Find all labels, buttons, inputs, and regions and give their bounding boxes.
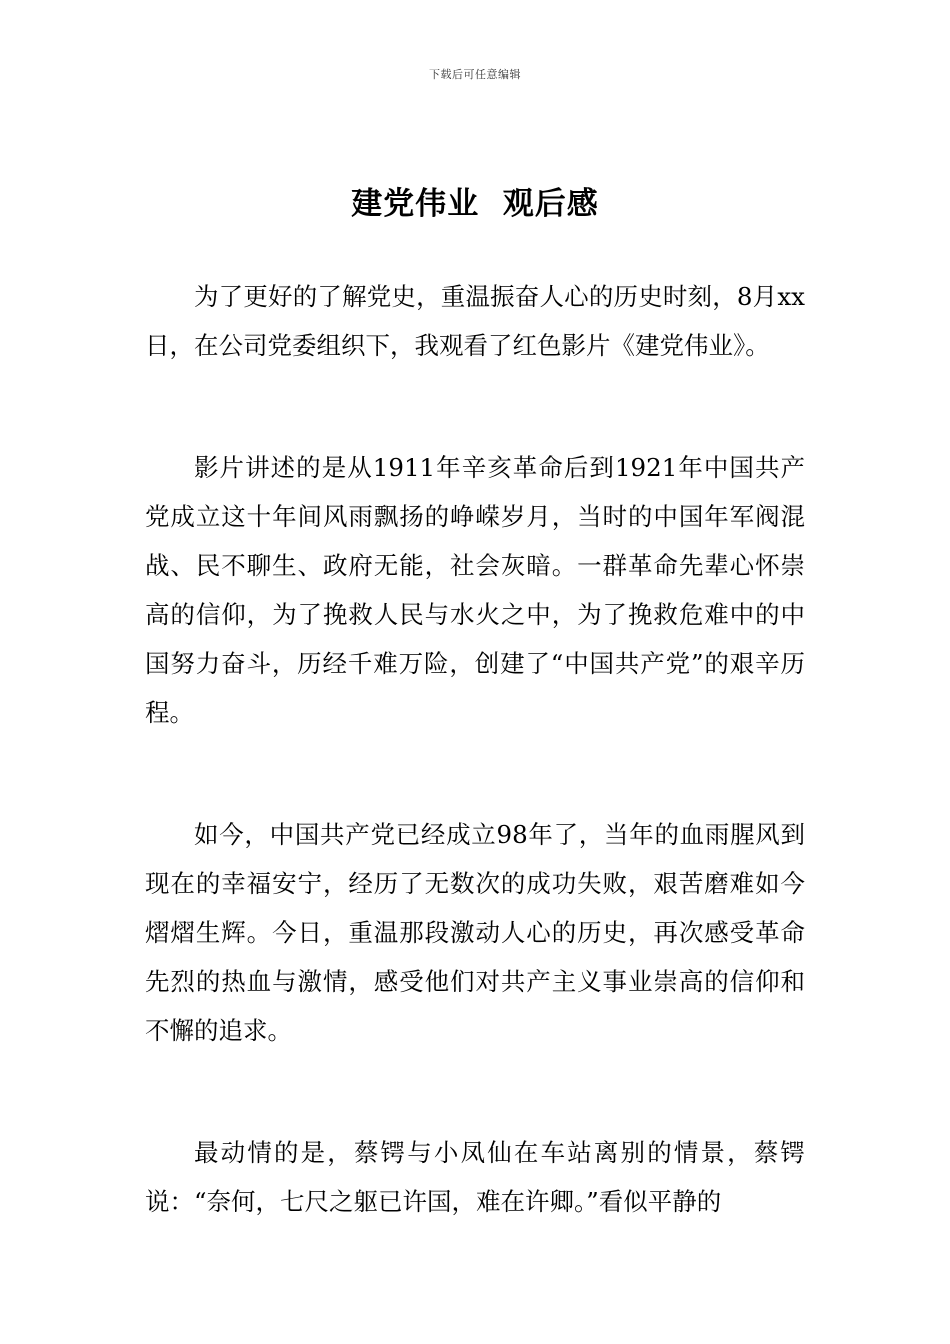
page-title: 建党伟业 观后感 <box>351 186 599 222</box>
paragraph-1: 为了更好的了解党史，重温振奋人心的历史时刻，8月xx日，在公司党委组织下，我观看了红色影片《建党伟业》。 <box>145 282 805 360</box>
header-note: 下载后可任意编辑 <box>429 68 521 81</box>
document-body <box>145 272 805 1299</box>
paragraph-2: 影片讲述的是从1911年辛亥革命后到1921年中国共产党成立这十年间风雨飘扬的峥嵘岁月，当时的中国年军阀混战、民不聊生、政府无能，社会灰暗。一群革命先辈心怀崇高的信仰，为了挽救人民与水火之中，为了挽救危难中的中国努力奋斗，历经千难万险，创建了“中国共产党”的艰辛历程。 <box>145 453 805 727</box>
paragraph-4: 最动情的是，蔡锷与小凤仙在车站离别的情景，蔡锷说：“奈何，七尺之躯已许国，难在许卿。”看似平静的 <box>145 1138 805 1216</box>
paragraph-3: 如今，中国共产党已经成立98年了，当年的血雨腥风到现在的幸福安宁，经历了无数次的成功失败，艰苦磨难如今熠熠生辉。今日，重温那段激动人心的历史，再次感受革命先烈的热血与激情，感受他们对共产主义事业崇高的信仰和不懈的追求。 <box>145 820 805 1045</box>
